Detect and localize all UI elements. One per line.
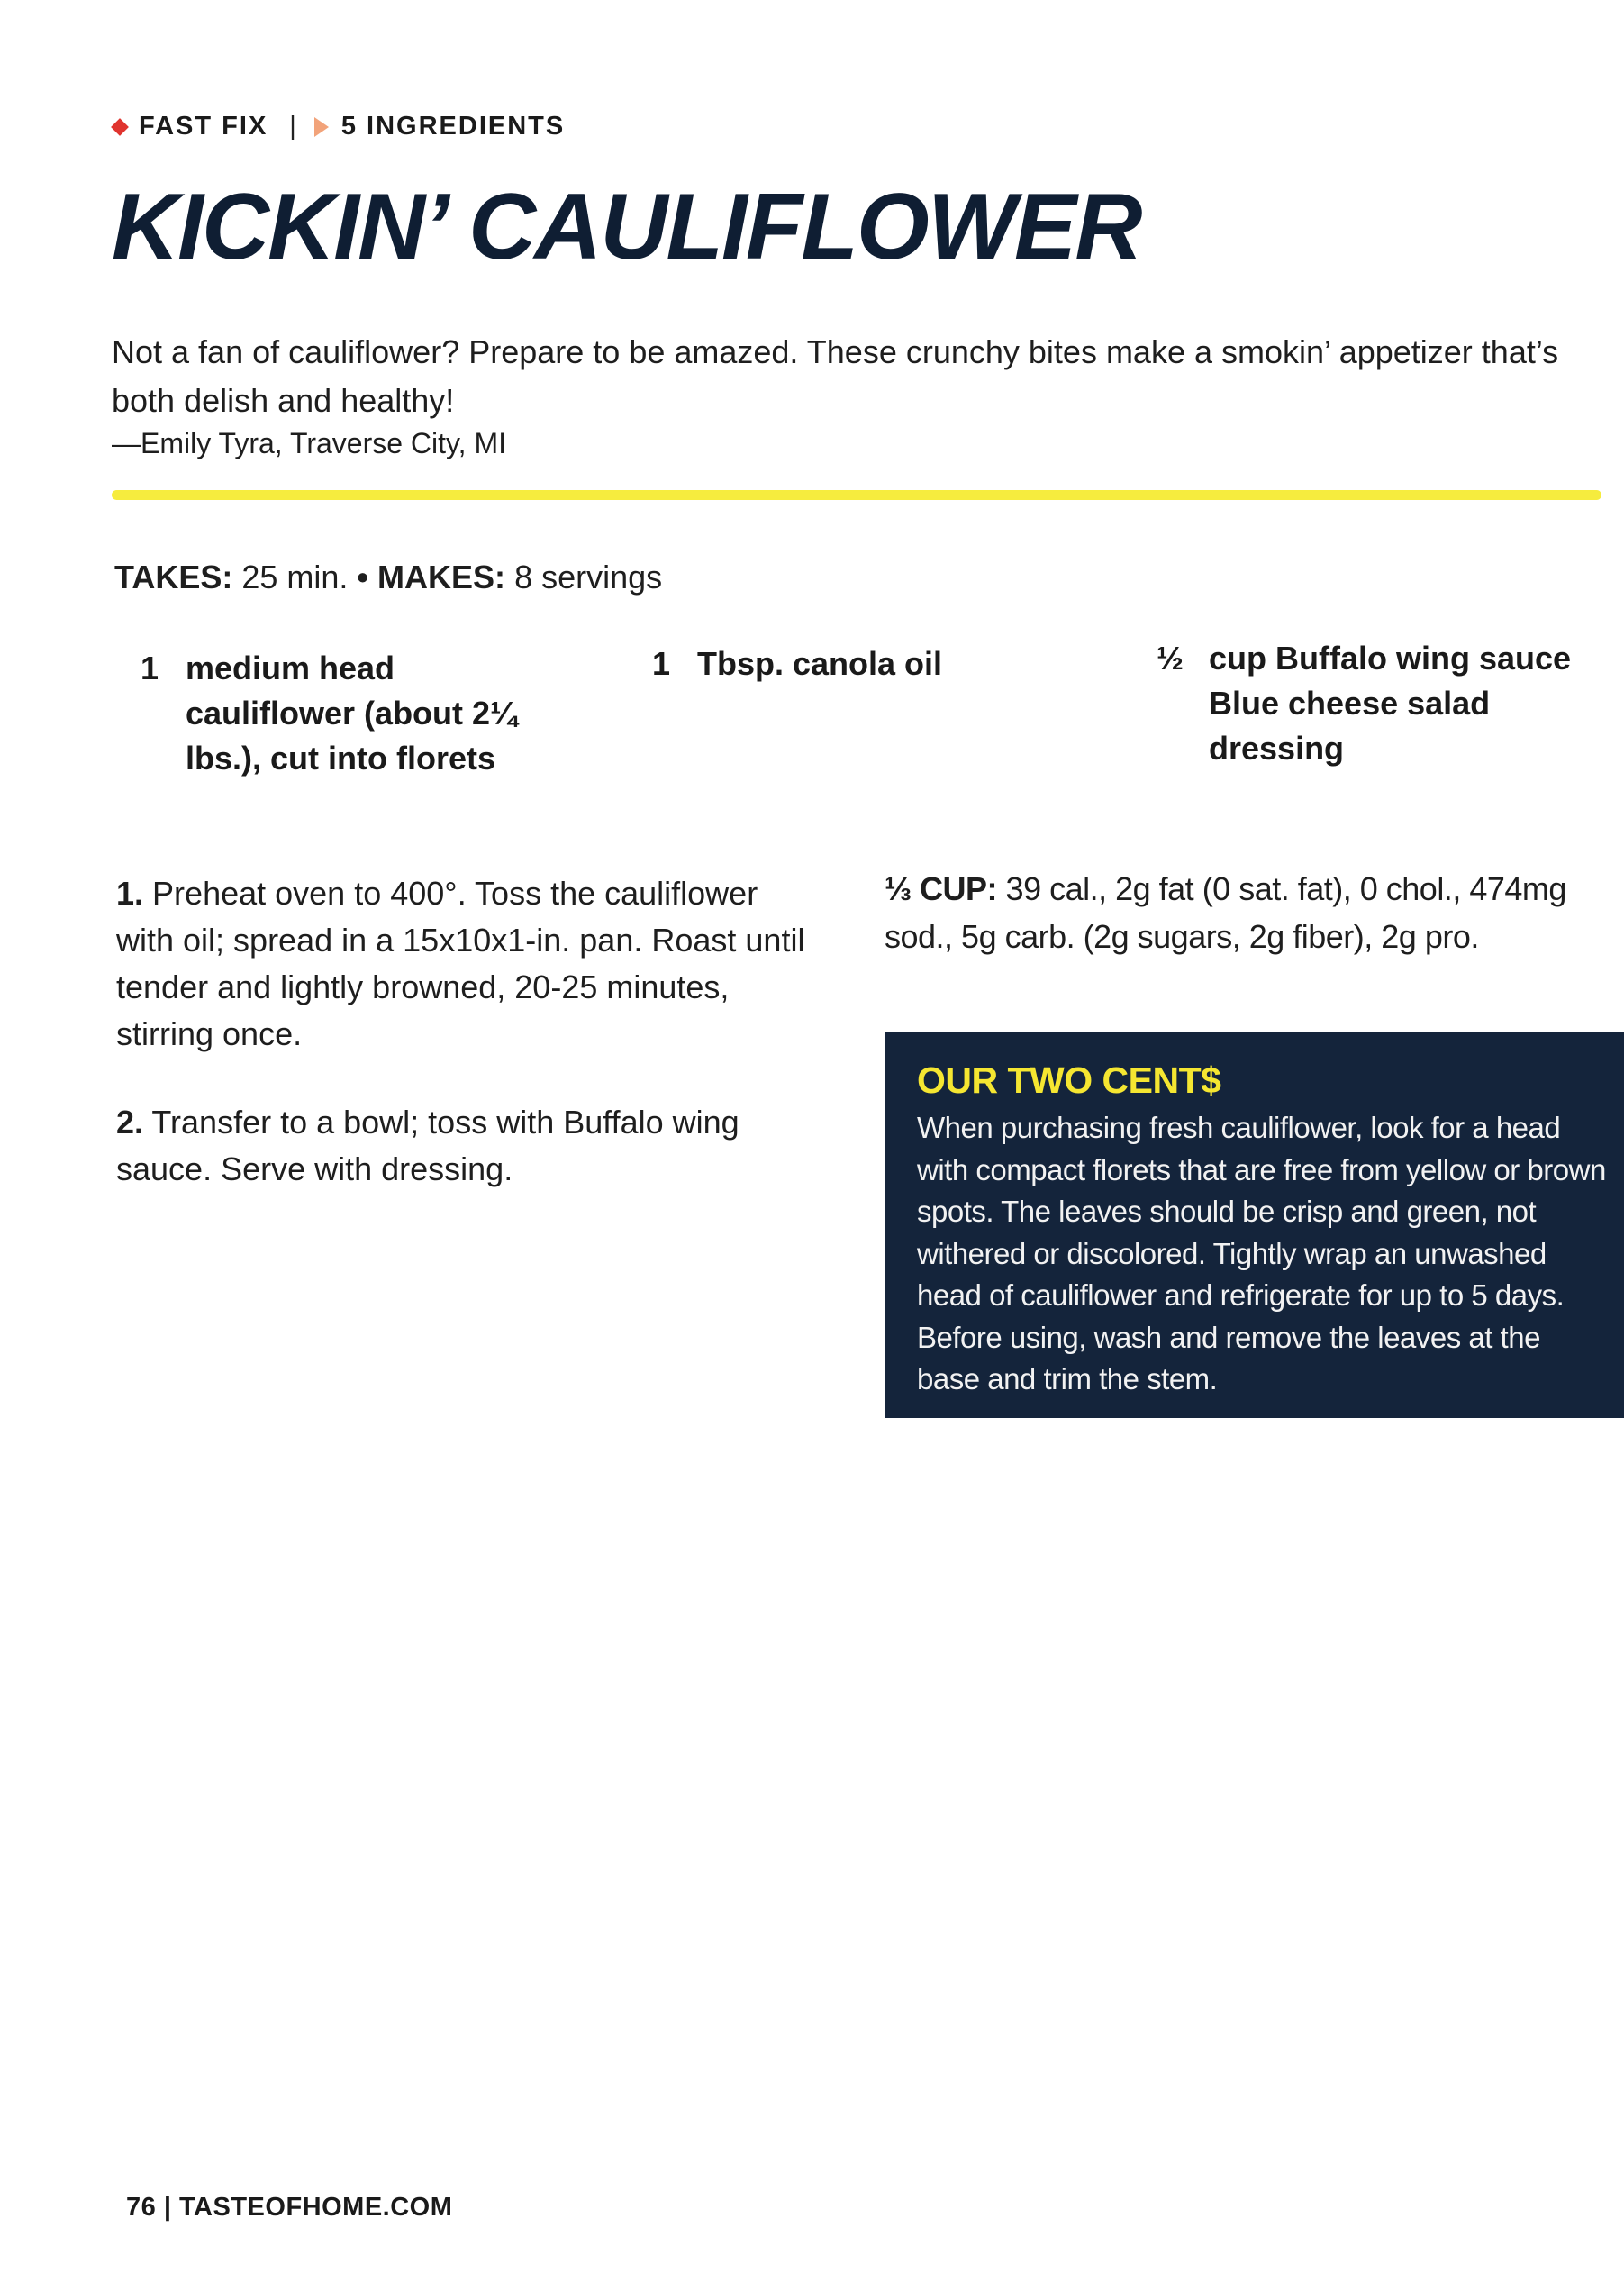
- direction-step: [116, 1099, 819, 1193]
- highlight-divider: [112, 490, 1601, 500]
- meta-bullet: •: [357, 559, 369, 596]
- step-number: 1.: [116, 875, 144, 912]
- nutrition-text: 39 cal., 2g fat (0 sat. fat), 0 chol., 474mg sod., 5g carb. (2g sugars, 2g fiber), 2g pro.: [885, 870, 1566, 955]
- step-text: Transfer to a bowl; toss with Buffalo wing sauce. Serve with dressing.: [116, 1104, 739, 1187]
- ingredient-quantity: 1: [652, 645, 671, 682]
- tag-fast-fix: FAST FIX: [139, 112, 268, 141]
- makes-value: 8 servings: [514, 559, 663, 596]
- takes-label: TAKES:: [114, 559, 233, 596]
- tip-box: [885, 1032, 1624, 1418]
- ingredient-item: [652, 641, 994, 696]
- ingredient-text: medium head cauliflower (about 2¼ lbs.), cut into florets: [186, 650, 518, 777]
- step-text: Preheat oven to 400°. Toss the cauliflower with oil; spread in a 15x10x1-in. pan. Roast until tender and lightly browned, 20-25 minutes, stirring once.: [116, 875, 805, 1052]
- nutrition-facts: [885, 865, 1605, 960]
- ingredient-text: Tbsp. canola oil: [697, 645, 943, 682]
- makes-label: MAKES:: [377, 559, 506, 596]
- category-tags: [110, 112, 565, 141]
- ingredient-item: [1157, 636, 1589, 780]
- tag-separator: |: [289, 112, 298, 141]
- ingredient-quantity: ½: [1157, 640, 1184, 677]
- ingredient-quantity: 1: [141, 650, 159, 686]
- takes-value: 25 min.: [241, 559, 349, 596]
- tip-text: When purchasing fresh cauliflower, look for a head with compact florets that are free from yellow or brown spots. The leaves should be crisp and green, not withered or discolored. Tightly wrap an unwashed head of cauliflower and refrigerate for up to 5 days. Before using, wash and remove the leaves at the base and trim the stem.: [917, 1111, 1606, 1396]
- step-number: 2.: [116, 1104, 144, 1141]
- recipe-intro: Not a fan of cauliflower? Prepare to be amazed. These crunchy bites make a smokin’ appetizer that’s both delish and healthy!: [112, 333, 1559, 419]
- page-footer: 76 | TASTEOFHOME.COM: [126, 2193, 453, 2222]
- triangle-icon: [314, 117, 329, 137]
- recipe-author: —Emily Tyra, Traverse City, MI: [112, 427, 506, 459]
- tag-five-ingredients: 5 INGREDIENTS: [340, 112, 566, 141]
- diamond-icon: [111, 118, 129, 136]
- direction-step: [116, 870, 819, 1058]
- tip-title: OUR TWO CENT$: [917, 1059, 1221, 1101]
- nutrition-label: ⅓ CUP:: [885, 870, 998, 907]
- recipe-meta: [114, 559, 662, 596]
- ingredient-item: [141, 646, 564, 790]
- recipe-title: KICKIN’ CAULIFLOWER: [112, 175, 1141, 279]
- ingredient-text: cup Buffalo wing sauce Blue cheese salad dressing: [1209, 640, 1572, 767]
